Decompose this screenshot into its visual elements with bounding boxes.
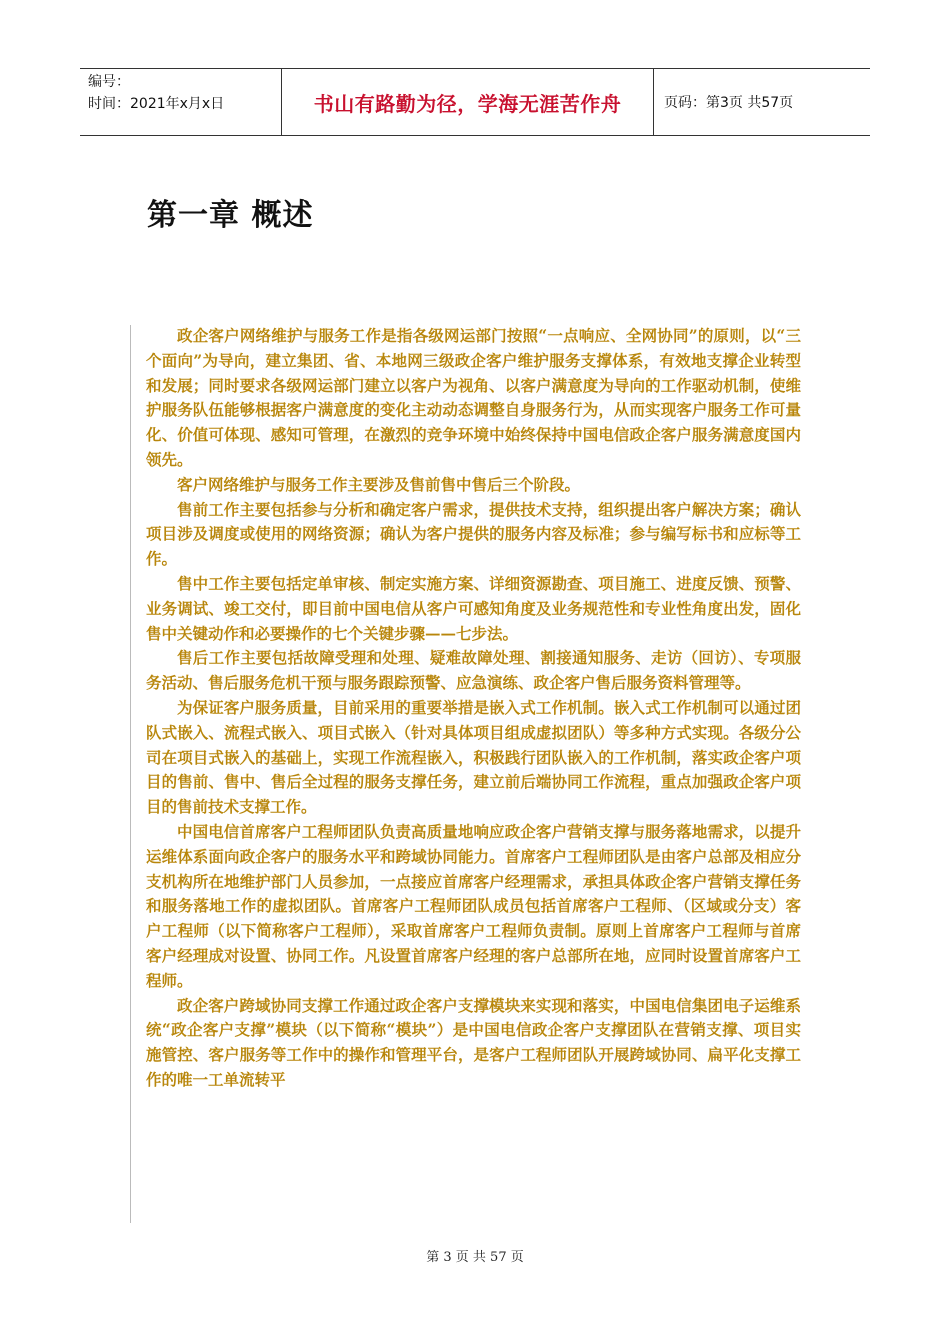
paragraph: 中国电信首席客户工程师团队负责高质量地响应政企客户营销支撑与服务落地需求，以提升运维体系面向政企客户的服务水平和跨域协同能力。首席客户工程师团队是由客户总部及相应分支机构所在地维护部门人员参加，一点接应首席客户经理需求，承担具体政企客户营销支撑任务和服务落地工作的虚拟团队。首席客户工程师团队成员包括首席客户工程师、（区域或分支）客户工程师（以下简称客户工程师），采取首席客户工程师负责制。原则上首席客户工程师与首席客户经理成对设置、协同工作。凡设置首席客户经理的客户总部所在地，应同时设置首席客户工程师。: [146, 821, 801, 990]
paragraph: 政企客户网络维护与服务工作是指各级网运部门按照“一点响应、全网协同”的原则，以“三个面向”为导向，建立集团、省、本地网三级政企客户维护服务支撑体系，有效地支撑企业转型和发展；同时要求各级网运部门建立以客户为视角、以客户满意度为导向的工作驱动机制，使维护服务队伍能够根据客户满意度的变化主动动态调整自身服务行为，从而实现客户服务工作可量化、价值可体现、感知可管理，在激烈的竞争环境中始终保持中国电信政企客户服务满意度国内领先。: [146, 326, 801, 469]
page-info: 页码：第3页 共57页: [664, 95, 794, 111]
page-footer: 第 3 页 共 57 页: [426, 1250, 524, 1265]
motto: 书山有路勤为径，学海无涯苦作舟: [313, 91, 622, 116]
paragraph: 为保证客户服务质量，目前采用的重要举措是嵌入式工作机制。嵌入式工作机制可以通过团队式嵌入、流程式嵌入、项目式嵌入（针对具体项目组成虚拟团队）等多种方式实现。各级分公司在项目式嵌入的基础上，实现工作流程嵌入，积极践行团队嵌入的工作机制，落实政企客户项目的售前、售中、售后全过程的服务支撑任务，建立前后端协同工作流程，重点加强政企客户项目的售前技术支撑工作。: [146, 697, 801, 817]
time-label: 时间：2021年x月x日: [88, 96, 225, 112]
chapter-title: 第一章 概述: [147, 198, 314, 233]
paragraph: 客户网络维护与服务工作主要涉及售前售中售后三个阶段。: [177, 474, 581, 494]
header-page-info-cell: [654, 69, 870, 135]
paragraph: 售中工作主要包括定单审核、制定实施方案、详细资源勘查、项目施工、进度反馈、预警、业务调试、竣工交付，即目前中国电信从客户可感知角度及业务规范性和专业性角度出发，固化售中关键动作和必要操作的七个关键步骤——七步法。: [146, 573, 801, 643]
margin-line: [130, 325, 131, 1223]
header-meta: [80, 69, 282, 135]
header-motto-cell: [282, 69, 654, 135]
body-text: [146, 324, 801, 1224]
paragraph: 售后工作主要包括故障受理和处理、疑难故障处理、割接通知服务、走访（回访）、专项服务活动、售后服务危机干预与服务跟踪预警、应急演练、政企客户售后服务资料管理等。: [146, 648, 801, 693]
paragraph: 政企客户跨域协同支撑工作通过政企客户支撑模块来实现和落实，中国电信集团电子运维系统“政企客户支撑”模块（以下简称“模块”）是中国电信政企客户支撑团队在营销支撑、项目实施管控、客户服务等工作中的操作和管理平台，是客户工程师团队开展跨域协同、扁平化支撑工作的唯一工单流转平: [146, 995, 801, 1089]
paragraph: 售前工作主要包括参与分析和确定客户需求，提供技术支持，组织提出客户解决方案；确认项目涉及调度或使用的网络资源；确认为客户提供的服务内容及标准；参与编写标书和应标等工作。: [146, 499, 801, 569]
number-label: 编号：: [88, 74, 130, 90]
page-header: [80, 68, 870, 136]
